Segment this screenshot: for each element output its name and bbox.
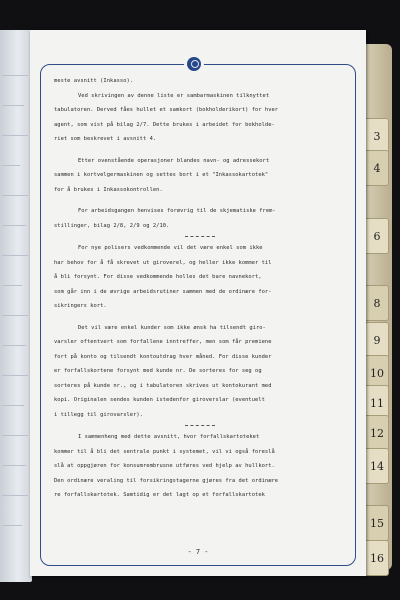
company-emblem-icon [184,54,204,74]
paragraph-gap [54,147,346,154]
text-line: for å brukes i Inkassokontrollen. [54,186,163,193]
text-line: sorteres på kunde nr., og i tabulatoren skrives ut kontokurant med [54,382,272,389]
index-tab[interactable]: 15 [366,505,389,541]
text-line: stillinger, bilag 2/8, 2/9 og 2/10. [54,222,170,229]
text-line: agent, som vist på bilag 2/7. Dette brukes i arbeidet for bokholde- [54,121,275,128]
text-line: fort på konto og tilsendt kontoutdrag hver måned. For disse kunder [54,353,272,360]
index-tab[interactable]: 3 [366,118,389,154]
text-line: I sammenheng med dette avsnitt, hvor forfallskartoteket [78,434,260,440]
text-line: Ved skrivingen av denne liste er sambarmaskinen tilknyttet [78,92,270,99]
facing-page-edge [0,30,32,582]
page-number: - 7 - [187,548,209,556]
index-tab[interactable]: 8 [366,285,389,321]
index-tab[interactable]: 4 [366,150,389,186]
text-line: er forfallskortene forsynt med kunde nr. De sorteres for seg og [54,368,262,374]
index-tab[interactable]: 16 [366,540,389,576]
index-tab[interactable]: 14 [366,448,389,484]
text-line: For nye polisers vedkommende vil det være enkel som ikke [78,245,263,251]
text-line: i tillegg til girovarsler). [54,411,143,418]
index-tab[interactable]: 10 [366,355,389,391]
text-line: Det vil være enkel kunder som ikke ønsk ha tilsendt giro- [78,324,266,331]
document-page [30,30,366,576]
text-line: har behov for å få skrevet ut giroverel, og heller ikke kommer til [54,259,272,266]
text-line: kopi. Originalen sendes kunden istedenfor giroverslar (eventuelt [54,397,265,403]
text-line: sammen i kortvelgermaskinen og settes bort i et "Inkassokartotek" [54,172,269,178]
typewritten-body [54,74,346,503]
text-line: re forfallskartotek. Samtidig er det lagt op et forfallskartotek [54,492,265,498]
section-divider [185,425,215,426]
text-line: Den ordinære veraling til forsikringstagerne gjøres fra det ordinære [54,477,279,484]
paragraph-gap [54,197,346,204]
index-tab[interactable]: 12 [366,415,389,451]
text-line: tabulatoren. Derved fåes hullet et samkort (bokholderikort) for hver [54,107,279,113]
text-line: som går inn i de øvrige arbeidsrutiner sammen med de ordinære for- [54,288,272,295]
text-line: riet som beskrevet i avsnitt 4. [54,136,157,142]
text-line: For arbeidsgangen henvises forøvrig til de skjematiske frem- [78,208,276,214]
text-line: kommer til å bli det sentrale punkt i systemet, vil vi også foreslå [54,448,275,455]
text-line: varsler oftentvert som forfallene inntreffer, men som får premiene [54,339,272,345]
text-line: å bli forsynt. For disse vedkommende holles det bare navnekort, [54,274,262,280]
text-line: meste avsnitt (Inkasso). [54,78,134,84]
text-line: sikringers kort. [54,303,107,309]
index-tab[interactable]: 9 [366,322,389,358]
text-line: slå at oppgjøren for konsumrembrusne utføres ved hjelp av hullkort. [54,463,275,469]
text-line: Etter ovenstående operasjoner blandes navn- og adressekort [78,157,270,164]
paragraph-gap [54,314,346,321]
index-tab[interactable]: 11 [366,385,389,421]
index-tab[interactable]: 6 [366,218,389,254]
section-divider [185,236,215,237]
